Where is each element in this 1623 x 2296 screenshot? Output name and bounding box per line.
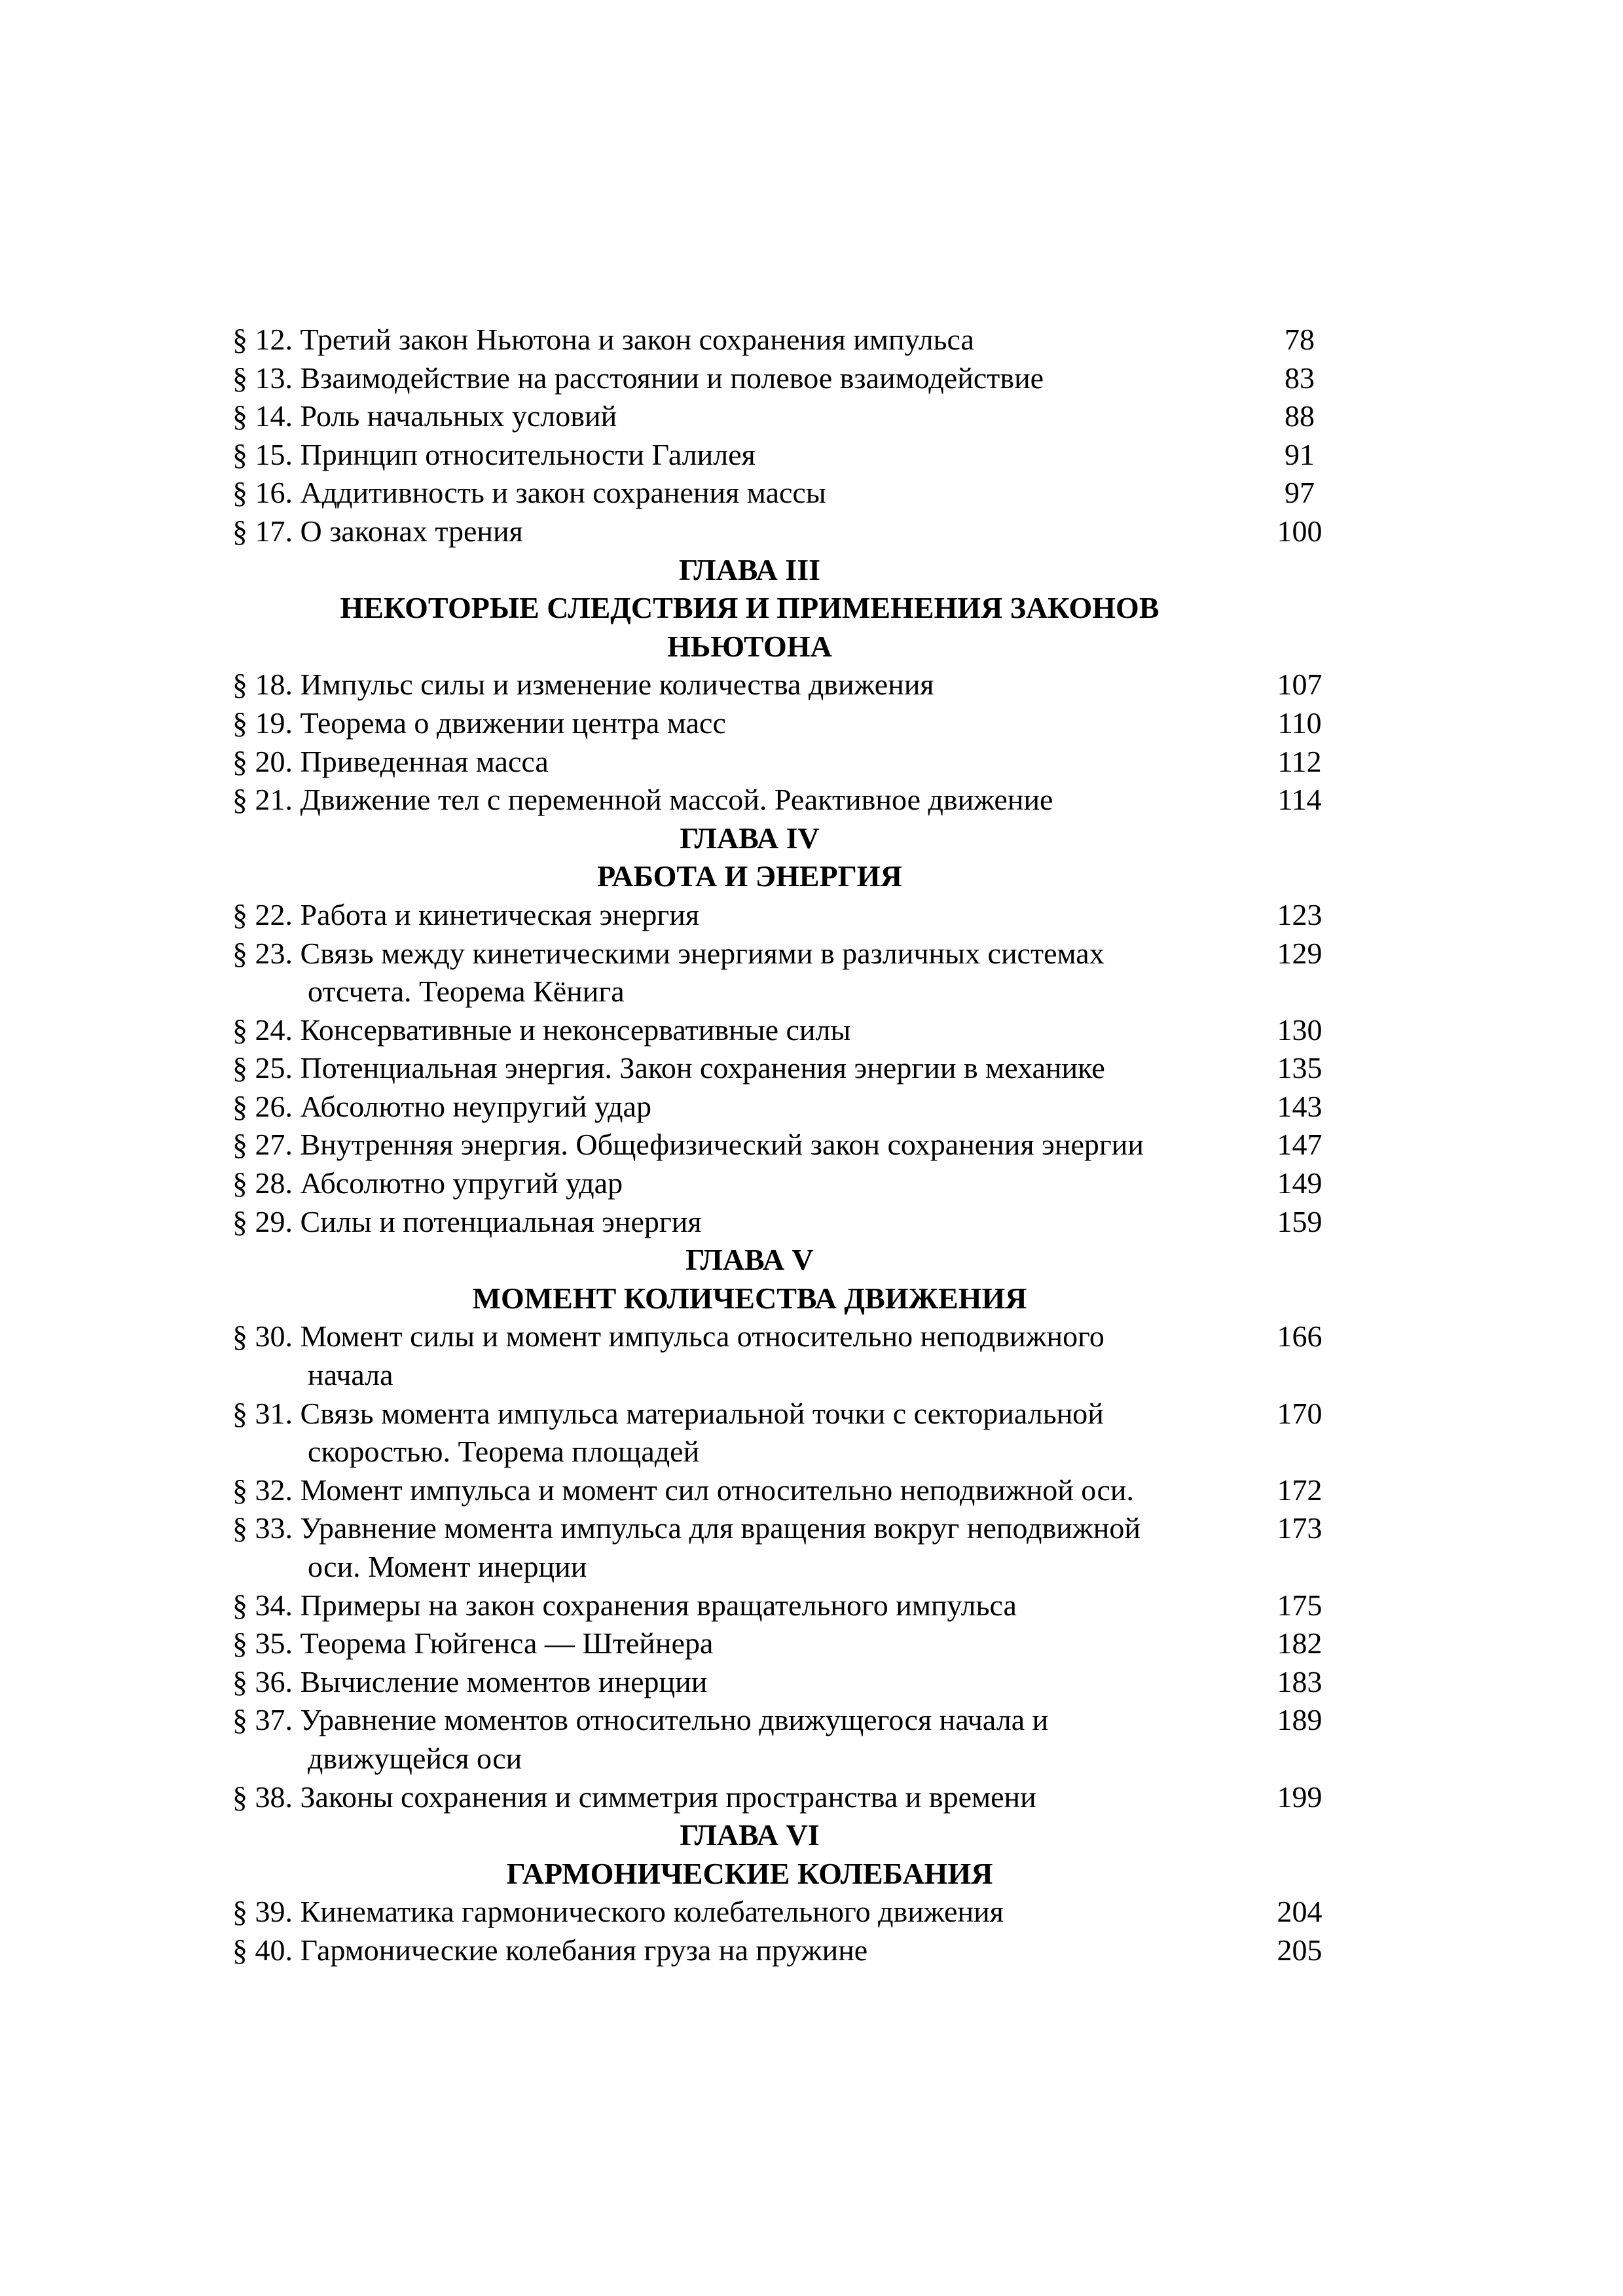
section-number: § 30. xyxy=(232,1319,293,1354)
toc-entry xyxy=(232,1395,1391,1471)
toc-entry xyxy=(232,474,1391,512)
section-number: § 36. xyxy=(232,1664,293,1698)
section-number: § 38. xyxy=(232,1780,293,1814)
chapter-heading: НЬЮТОНА xyxy=(667,629,832,663)
toc-entry-title xyxy=(232,1893,1234,1931)
section-number: § 37. xyxy=(232,1703,293,1737)
section-title-line: Связь момента импульса материальной точки с секториальной xyxy=(300,1396,1104,1430)
chapter-heading: НЕКОТОРЫЕ СЛЕДСТВИЯ И ПРИМЕНЕНИЯ ЗАКОНОВ xyxy=(340,591,1159,625)
page-number: 204 xyxy=(1277,1895,1322,1929)
section-number: § 18. xyxy=(232,668,293,702)
page-number: 189 xyxy=(1277,1703,1322,1737)
chapter-heading: МОМЕНТ КОЛИЧЕСТВА ДВИЖЕНИЯ xyxy=(472,1281,1027,1315)
page-number: 182 xyxy=(1277,1626,1322,1660)
section-number: § 29. xyxy=(232,1204,293,1238)
section-number: § 35. xyxy=(232,1626,293,1660)
toc-entry-title xyxy=(232,666,1234,704)
toc-entry xyxy=(232,1126,1391,1164)
chapter-heading: РАБОТА И ЭНЕРГИЯ xyxy=(597,859,902,893)
toc-entry xyxy=(232,1088,1391,1126)
section-title-line: Вычисление моментов инерции xyxy=(300,1664,708,1698)
section-title-line: Роль начальных условий xyxy=(300,399,617,433)
toc-entry xyxy=(232,1778,1391,1817)
section-title-line: Связь между кинетическими энергиями в различных системах xyxy=(300,936,1104,970)
section-title-line: Принцип относительности Галилея xyxy=(300,437,756,471)
toc-entry-title xyxy=(232,1011,1234,1050)
toc-entry xyxy=(232,359,1391,398)
section-number: § 23. xyxy=(232,936,293,970)
toc-entry xyxy=(232,1049,1391,1088)
page-number: 170 xyxy=(1277,1396,1322,1430)
section-title-line: Приведенная масса xyxy=(300,744,549,778)
page-number: 173 xyxy=(1277,1511,1322,1545)
toc-entry xyxy=(232,1587,1391,1625)
section-number: § 15. xyxy=(232,437,293,471)
page-number: 88 xyxy=(1285,399,1315,433)
section-number: § 22. xyxy=(232,897,293,931)
toc-entry-title xyxy=(232,512,1234,551)
page-number: 107 xyxy=(1277,668,1322,702)
section-number: § 25. xyxy=(232,1051,293,1085)
toc-entry-title xyxy=(232,1587,1234,1625)
page-number: 183 xyxy=(1277,1664,1322,1698)
toc-entry-title xyxy=(232,1509,1234,1586)
section-title-line: Абсолютно неупругий удар xyxy=(300,1089,651,1123)
section-number: § 14. xyxy=(232,399,293,433)
section-title-line: Уравнение момента импульса для вращения вокруг неподвижной xyxy=(300,1511,1140,1545)
section-title-line: Взаимодействие на расстоянии и полевое взаимодействие xyxy=(300,361,1044,395)
toc-entry xyxy=(232,397,1391,436)
toc-entry-title xyxy=(232,321,1234,359)
section-number: § 12. xyxy=(232,323,293,356)
section-number: § 17. xyxy=(232,514,293,548)
page-number: 205 xyxy=(1277,1933,1322,1967)
section-number: § 19. xyxy=(232,706,293,740)
section-number: § 16. xyxy=(232,476,293,510)
chapter-heading: ГЛАВА IV xyxy=(680,821,820,855)
toc-entry xyxy=(232,781,1391,819)
toc-entry-title xyxy=(232,1164,1234,1203)
toc-entry xyxy=(232,321,1391,359)
toc-entry xyxy=(232,1893,1391,1931)
page-number: 110 xyxy=(1277,706,1322,740)
page-number: 83 xyxy=(1285,361,1315,395)
chapter-heading: ГЛАВА III xyxy=(678,552,821,586)
toc-entry xyxy=(232,1471,1391,1510)
section-title-line: отсчета. Теорема Кёнига xyxy=(308,975,625,1009)
section-title-line: Движение тел с переменной массой. Реактивное движение xyxy=(300,783,1053,817)
section-number: § 40. xyxy=(232,1933,293,1967)
toc-entry-title xyxy=(232,436,1234,475)
section-number: § 26. xyxy=(232,1089,293,1123)
toc-entry xyxy=(232,1624,1391,1663)
toc-entry-title xyxy=(232,935,1234,1011)
section-number: § 34. xyxy=(232,1588,293,1622)
section-number: § 33. xyxy=(232,1511,293,1545)
chapter-heading: ГЛАВА VI xyxy=(680,1818,820,1852)
section-number: § 39. xyxy=(232,1895,293,1929)
toc-entry xyxy=(232,1701,1391,1778)
toc-entry-title xyxy=(232,1701,1234,1778)
section-title-line: скоростью. Теорема площадей xyxy=(308,1435,700,1469)
section-number: § 13. xyxy=(232,361,293,395)
page-number: 175 xyxy=(1277,1588,1322,1622)
page-number: 149 xyxy=(1277,1166,1322,1200)
section-number: § 24. xyxy=(232,1013,293,1047)
toc-entry xyxy=(232,1164,1391,1203)
toc-entry xyxy=(232,1663,1391,1702)
toc-entry-title xyxy=(232,1471,1234,1510)
toc-entry xyxy=(232,512,1391,551)
page-number: 114 xyxy=(1277,783,1322,817)
section-number: § 32. xyxy=(232,1473,293,1507)
toc-entry-title xyxy=(232,781,1234,819)
page-number: 159 xyxy=(1277,1204,1322,1238)
section-number: § 27. xyxy=(232,1128,293,1162)
toc-entry-title xyxy=(232,1663,1234,1702)
section-title-line: оси. Момент инерции xyxy=(308,1550,587,1583)
toc-entry xyxy=(232,666,1391,704)
section-number: § 20. xyxy=(232,744,293,778)
toc-entry-title xyxy=(232,1203,1234,1242)
toc-entry-title xyxy=(232,1778,1234,1817)
table-of-contents xyxy=(232,321,1391,1970)
chapter-heading: ГЛАВА V xyxy=(685,1243,814,1277)
toc-entry-title xyxy=(232,896,1234,935)
toc-entry xyxy=(232,1011,1391,1050)
toc-entry xyxy=(232,436,1391,475)
page-number: 123 xyxy=(1277,897,1322,931)
page-number: 166 xyxy=(1277,1319,1322,1354)
toc-entry xyxy=(232,896,1391,935)
toc-entry-title xyxy=(232,1049,1234,1088)
toc-entry xyxy=(232,1318,1391,1394)
page-number: 129 xyxy=(1277,936,1322,970)
section-title-line: движущейся оси xyxy=(308,1741,522,1775)
toc-entry-title xyxy=(232,1931,1234,1970)
section-title-line: Теорема Гюйгенса — Штейнера xyxy=(300,1626,714,1660)
page-number: 100 xyxy=(1277,514,1322,548)
page-number: 97 xyxy=(1285,476,1315,510)
toc-entry xyxy=(232,1931,1391,1970)
section-number: § 21. xyxy=(232,783,293,817)
section-title-line: Гармонические колебания груза на пружине xyxy=(300,1933,868,1967)
section-title-line: начала xyxy=(308,1358,393,1392)
toc-entry-title xyxy=(232,1395,1234,1471)
section-title-line: Уравнение моментов относительно движущегося начала и xyxy=(300,1703,1049,1737)
section-number: § 31. xyxy=(232,1396,293,1430)
section-title-line: Примеры на закон сохранения вращательного импульса xyxy=(300,1588,1017,1622)
section-title-line: Абсолютно упругий удар xyxy=(300,1166,623,1200)
chapter-heading: ГАРМОНИЧЕСКИЕ КОЛЕБАНИЯ xyxy=(506,1856,993,1890)
page-number: 91 xyxy=(1285,437,1315,471)
toc-entry-title xyxy=(232,474,1234,512)
page-number: 78 xyxy=(1285,323,1315,356)
toc-entry-title xyxy=(232,704,1234,743)
section-title-line: Момент силы и момент импульса относительно неподвижного xyxy=(300,1319,1104,1354)
section-title-line: Работа и кинетическая энергия xyxy=(300,897,699,931)
toc-entry-title xyxy=(232,1318,1234,1394)
section-title-line: Импульс силы и изменение количества движения xyxy=(300,668,934,702)
section-title-line: Аддитивность и закон сохранения массы xyxy=(300,476,826,510)
section-title-line: Теорема о движении центра масс xyxy=(300,706,726,740)
toc-entry xyxy=(232,1203,1391,1242)
toc-entry-title xyxy=(232,359,1234,398)
toc-entry-title xyxy=(232,1126,1234,1164)
page-number: 135 xyxy=(1277,1051,1322,1085)
section-title-line: Законы сохранения и симметрия пространства и времени xyxy=(300,1780,1036,1814)
section-number: § 28. xyxy=(232,1166,293,1200)
section-title-line: О законах трения xyxy=(300,514,523,548)
section-title-line: Силы и потенциальная энергия xyxy=(300,1204,702,1238)
toc-entry xyxy=(232,1509,1391,1586)
page-number: 199 xyxy=(1277,1780,1322,1814)
toc-entry-title xyxy=(232,1624,1234,1663)
toc-entry-title xyxy=(232,743,1234,781)
toc-entry-title xyxy=(232,1088,1234,1126)
section-title-line: Третий закон Ньютона и закон сохранения импульса xyxy=(300,323,974,356)
section-title-line: Момент импульса и момент сил относительно неподвижной оси. xyxy=(300,1473,1134,1507)
page-number: 172 xyxy=(1277,1473,1322,1507)
page-number: 143 xyxy=(1277,1089,1322,1123)
toc-entry xyxy=(232,743,1391,781)
section-title-line: Кинематика гармонического колебательного движения xyxy=(300,1895,1004,1929)
toc-entry xyxy=(232,704,1391,743)
page-number: 130 xyxy=(1277,1013,1322,1047)
toc-entry-title xyxy=(232,397,1234,436)
page-number: 147 xyxy=(1277,1128,1322,1162)
section-title-line: Потенциальная энергия. Закон сохранения энергии в механике xyxy=(300,1051,1105,1085)
section-title-line: Консервативные и неконсервативные силы xyxy=(300,1013,851,1047)
section-title-line: Внутренняя энергия. Общефизический закон сохранения энергии xyxy=(300,1128,1144,1162)
page-number: 112 xyxy=(1277,744,1322,778)
toc-entry xyxy=(232,935,1391,1011)
